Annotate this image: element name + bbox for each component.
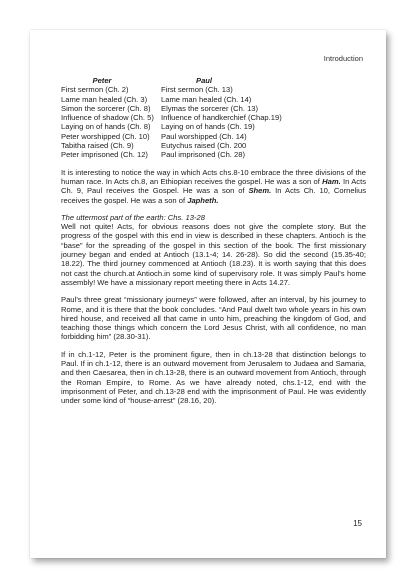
peter-cell: Peter imprisoned (Ch. 12) [61, 150, 148, 160]
paul-cell: First sermon (Ch. 13) [161, 85, 233, 95]
paul-cell: Influence of handkerchief (Chap.19) [161, 113, 282, 123]
emphasis-shem: Shem. [248, 186, 272, 196]
paul-cell: Laying on of hands (Ch. 19) [161, 122, 255, 132]
peter-cell: Simon the sorcerer (Ch. 8) [61, 103, 151, 113]
paul-cell: Eutychus raised (Ch. 200 [161, 141, 247, 151]
peter-column-header: Peter [92, 76, 112, 85]
paul-cell: Elymas the sorcerer (Ch. 13) [161, 103, 259, 113]
paul-column-header: Paul [196, 76, 213, 85]
page-content [61, 76, 366, 406]
section-subheading: The uttermost part of the earth: Chs. 13-28 [61, 212, 205, 222]
running-header: Introduction [323, 54, 363, 63]
peter-cell: Tabitha raised (Ch. 9) [61, 141, 134, 151]
paragraph-antioch: Well not quite! Acts, for obvious reasons does not give the complete story. But the progress of the gospel with this end in view is described in these chapters. Antioch is the “base” for the spreading of the gospel in this section of the book. The first missionary journey began and ended at Antioch (13.1-4; 14. 26-28). So did the second (15.35-40; 18.22). The third journey commenced at Antioch (18.23). It is worth saying that this does not cast the church.at Antioch.in some kind of supervisory role. It was simply Paul’s home assembly! We have a missionary report meeting there in Acts 14.27. [61, 222, 366, 287]
paul-cell: Paul worshipped (Ch. 14) [161, 131, 247, 141]
peter-cell: Laying on of hands (Ch. 8) [61, 122, 151, 132]
paul-cell: Paul imprisoned (Ch. 28) [161, 150, 245, 160]
book-page [30, 30, 386, 558]
paragraph-peter-paul-comparison: If in ch.1-12, Peter is the prominent figure, then in ch.13-28 that distinction belongs to Paul. If in ch.1-12, there is an outward movement from Jerusalem to Judaea and Samaria, and then Caesarea, then in ch.13-28, there is an outward movement from Antioch, through the Roman Empire, to Rome. As we have already noted, chs.1-12, end with the imprisonment of Peter, and ch.13-28 end with the imprisonment of Paul. He was evidently under some kind of “house-arrest” (28.16, 20). [61, 349, 366, 406]
emphasis-ham: Ham. [322, 176, 341, 186]
paragraph-three-divisions: It is interesting to notice the way in which Acts chs.8-10 embrace the three divisions of the human race. In Acts ch.8, an Ethiopian receives the gospel. He was a son of Ham. In Acts Ch. 9, Paul receives the Gospel. He was a son of Shem. In Acts Ch. 10, Cornelius receives the gospel. He was a son of Japheth. [61, 167, 366, 205]
paul-cell: Lame man healed (Ch. 14) [161, 94, 252, 104]
peter-cell: Influence of shadow (Ch. 5) [61, 113, 154, 123]
emphasis-japheth: Japheth. [187, 195, 219, 205]
comparison-table [61, 76, 366, 160]
page-number: 15 [353, 519, 362, 528]
paragraph-missionary-journeys: Paul’s three great “missionary journeys” were followed, after an interval, by his journey to Rome, and it is there that the book concludes. “And Paul dwelt two whole years in his own hired house, and received all that came in unto him, preaching the kingdom of God, and teaching those things which concern the Lord Jesus Christ, with all confidence, no man forbidding him” (28.30-31). [61, 295, 366, 342]
peter-cell: Lame man healed (Ch. 3) [61, 94, 148, 104]
peter-cell: First sermon (Ch. 2) [61, 85, 129, 95]
peter-cell: Peter worshipped (Ch. 10) [61, 131, 150, 141]
